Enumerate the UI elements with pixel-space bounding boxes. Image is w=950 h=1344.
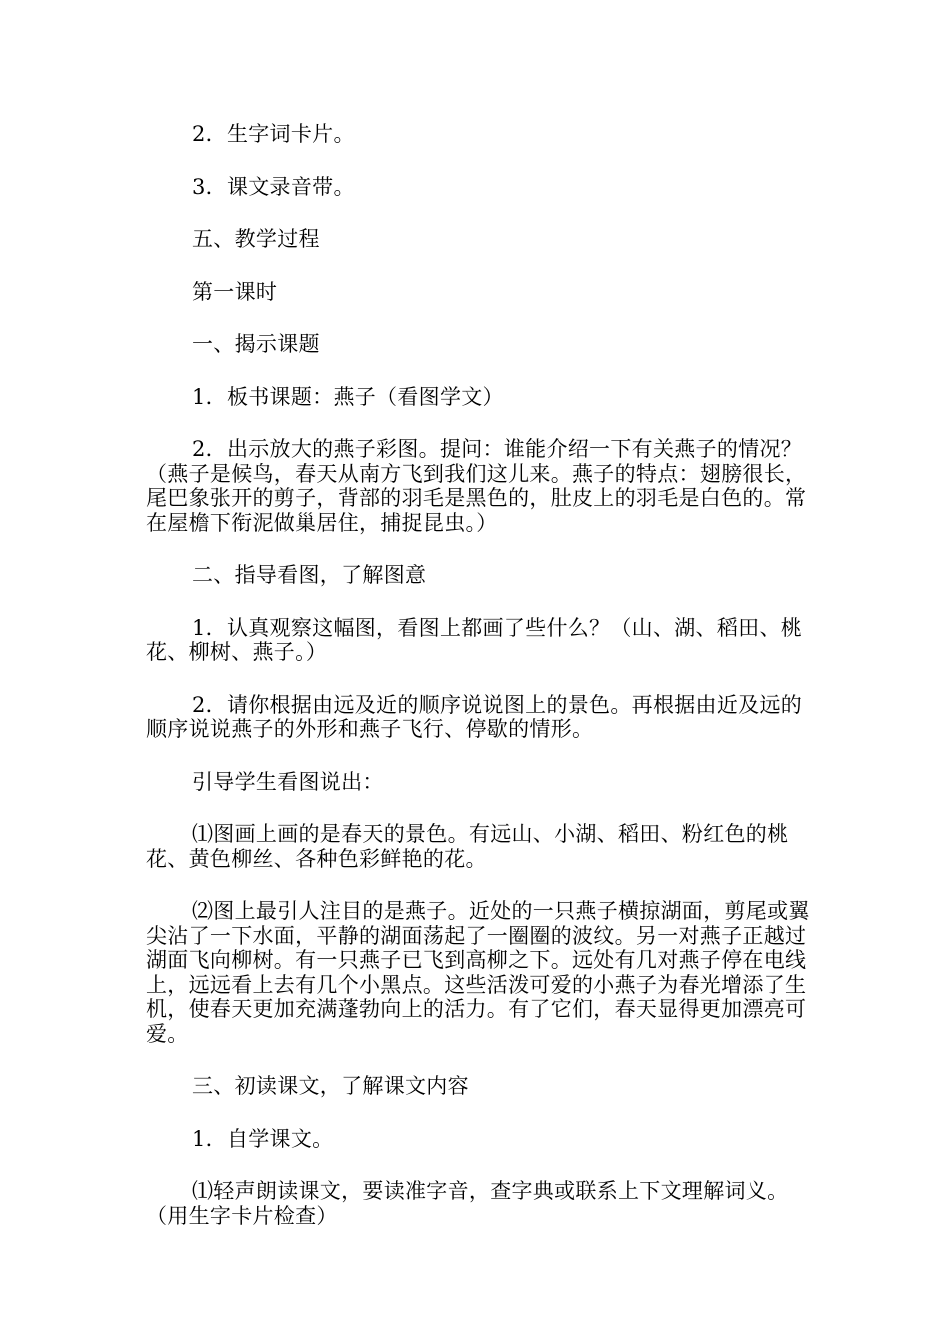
paragraph-show-picture: 2．出示放大的燕子彩图。提问：谁能介绍一下有关燕子的情况？（燕子是候鸟，春天从南方飞到我们这儿来。燕子的特点：翅膀很长，尾巴象张开的剪子，背部的羽毛是黑色的，肚皮上的羽毛是白色的。常在屋檐下衔泥做巢居住，捕捉昆虫。） bbox=[146, 437, 807, 535]
paragraph-self-study: 1．自学课文。 bbox=[192, 1126, 334, 1151]
step-heading-first-reading: 三、初读课文，了解课文内容 bbox=[192, 1074, 469, 1098]
paragraph-swallows-detail: ⑵图上最引人注目的是燕子。近处的一只燕子横掠湖面，剪尾或翼尖沾了一下水面，平静的湖面荡起了一圈圈的波纹。另一对燕子正越过湖面飞向柳树。有一只燕子已飞到高柳之下。远处有几对燕子停在电线上，远远看上去有几个小黑点。这些活泼可爱的小燕子为春光增添了生机，使春天更加充满蓬勃向上的活力。有了它们，春天显得更加漂亮可爱。 bbox=[146, 899, 810, 1046]
paragraph-read-aloud: ⑴轻声朗读课文，要读准字音，查字典或联系上下文理解词义。（用生字卡片检查） bbox=[146, 1179, 789, 1228]
paragraph-board-title: 1．板书课题：燕子（看图学文） bbox=[192, 384, 504, 409]
step-heading-reveal-topic: 一、揭示课题 bbox=[192, 332, 320, 356]
paragraph-observe-picture: 1．认真观察这幅图，看图上都画了些什么？（山、湖、稻田、桃花、柳树、燕子。） bbox=[146, 615, 803, 664]
paragraph-describe-order: 2．请你根据由远及近的顺序说说图上的景色。再根据由近及远的顺序说说燕子的外形和燕子飞行、停歇的情形。 bbox=[146, 692, 803, 741]
paragraph-spring-scenery: ⑴图画上画的是春天的景色。有远山、小湖、稻田、粉红色的桃花、黄色柳丝、各种色彩鲜艳的花。 bbox=[146, 822, 789, 871]
section-heading-teaching-process: 五、教学过程 bbox=[192, 227, 320, 251]
list-item-flashcards: 2．生字词卡片。 bbox=[192, 122, 355, 146]
paragraph-guide-students: 引导学生看图说出： bbox=[192, 769, 384, 794]
list-item-audio-tape: 3．课文录音带。 bbox=[192, 174, 355, 199]
step-heading-guide-picture: 二、指导看图，了解图意 bbox=[192, 563, 427, 587]
document-body bbox=[146, 122, 812, 1228]
lesson-heading-first-period: 第一课时 bbox=[192, 279, 278, 304]
